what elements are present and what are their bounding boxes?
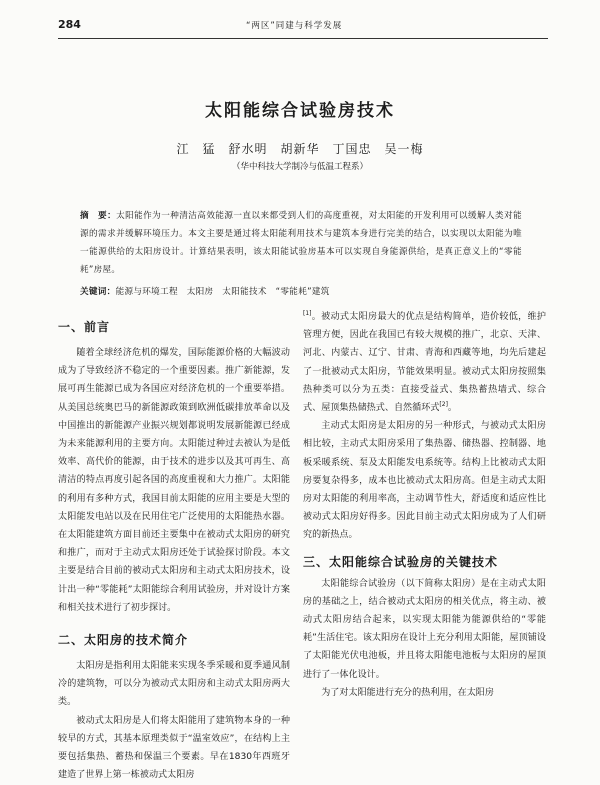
section-3-paragraph-2: 为了对太阳能进行充分的热利用，在太阳房: [321, 687, 494, 698]
section-3-paragraph-1: 太阳能综合试验房（以下简称太阳房）是在主动式太阳房的基础之上，结合被动式太阳房的相关优点，将主动、被动式太阳房结合起来，以实现太阳能为能源供给的“零能耗”生活住宅。该太阳房在设计上充分利用太阳能，屋顶铺设了太阳能光伏电池板，并且将太阳能电池板与太阳房的屋顶进行了一体化设计。: [303, 578, 546, 680]
page-header: [58, 18, 548, 34]
affiliation: （华中科技大学制冷与低温工程系）: [231, 162, 368, 172]
section-2-paragraph-3: 主动式太阳房是太阳房的另一种形式，与被动式太阳房相比较，主动式太阳房采用了集热器、储热器、控制器、地板采暖系统、泵及太阳能发电系统等。结构上比被动式太阳房要复杂得多，成本也比被动式太阳房高。但是主动式太阳房对太阳能的利用率高，主动调节性大，舒适度和适应性比被动式太阳房好得多。因此目前主动式太阳房成为了人们研究的新热点。: [303, 421, 546, 541]
header-rule: [58, 38, 548, 39]
paper-title: 太阳能综合试验房技术: [205, 101, 395, 121]
authors: 江 猛 舒水明 胡新华 丁国忠 吴一梅: [176, 142, 424, 156]
right-column: [303, 308, 546, 702]
section-1-paragraph-1: 随着全球经济危机的爆发，国际能源价格的大幅波动成为了导致经济不稳定的一个重要因素。推广新能源，发展可再生能源已成为各国应对经济危机的一个重要举措。从美国总统奥巴马的新能源政策到欧洲低碳排放革命以及中国推出的新能源产业振兴规划都说明发展新能源已经成为未来能源利用的主要方向。太阳能过种过去被认为是低效率、高代价的能源，由于技术的进步以及其可再生、高清洁的特点再度引起各国的高度重视和大力推广。太阳能的利用有多种方式，我国目前太阳能的应用主要是大型的太阳能发电站以及在民用住宅广泛使用的太阳能热水器。在太阳能建筑方面目前还主要集中在被动式太阳房的研究和推广，而对于主动式太阳房还处于试验探讨阶段。本文主要是结合目前的被动式太阳房和主动式太阳房技术，设计出一种“零能耗”太阳能综合利用试验房，并对设计方案和相关技术进行了初步探讨。: [58, 348, 290, 613]
section-2-paragraph-2-continued: [303, 308, 546, 417]
section-2-heading: 二、太阳房的技术简介: [58, 633, 189, 648]
keywords-label: 关键词：: [80, 287, 116, 297]
section-1-heading: 一、前言: [58, 320, 111, 334]
page-number: 284: [58, 18, 81, 31]
abstract-text: 太阳能作为一种清洁高效能源一直以来都受到人们的高度重视，对太阳能的开发利用可以缓解人类对能源的需求并缓解环境压力。本文主要是通过将太阳能利用技术与建筑本身进行完美的结合，以实现以太阳能为唯一能源供给的太阳房设计。计算结果表明，该太阳能试验房基本可以实现自身能源供给，是真正意义上的“零能耗”房屋。: [80, 211, 522, 275]
section-2-paragraph-2: 被动式太阳房是人们将太阳能用了建筑物本身的一种较早的方式，其基本原理类似于“温室效应”，在结构上主要包括集热、蓄热和保温三个要素。早在1830年西班牙建造了世界上第一栋被动式太阳房: [58, 715, 290, 781]
keywords-text: 能源与环境工程 太阳房 太阳能技术 “零能耗”建筑: [115, 287, 330, 297]
running-head: “两区”同建与科学发展: [246, 21, 343, 31]
left-column: [58, 308, 290, 784]
abstract: [80, 207, 522, 279]
reference-2: [2]: [439, 400, 448, 408]
reference-1: [1]: [303, 309, 312, 317]
section-2-paragraph-2-cont-text: 。被动式太阳房最大的优点是结构简单，造价较低，维护管理方便，因此在我国已有较大规模的推广，北京、天津、河北、内蒙古、辽宁、甘肃、青海和西藏等地，均先后建起了一批被动式太阳房，节能效果明显。被动式太阳房按照集热种类可以分为五类：直接受益式、集热蓄热墙式、综合式、屋顶集热储热式、自然循环式: [303, 312, 546, 414]
section-3-heading: 三、太阳能综合试验房的关键技术: [303, 554, 499, 569]
section-2-paragraph-2-end: 。: [447, 403, 458, 414]
keywords: [80, 285, 522, 297]
abstract-label: 摘 要：: [80, 211, 117, 221]
section-2-paragraph-1: 太阳房是指利用太阳能来实现冬季采暖和夏季通风制冷的建筑物，可以分为被动式太阳房和主动式太阳房两大类。: [58, 661, 290, 708]
